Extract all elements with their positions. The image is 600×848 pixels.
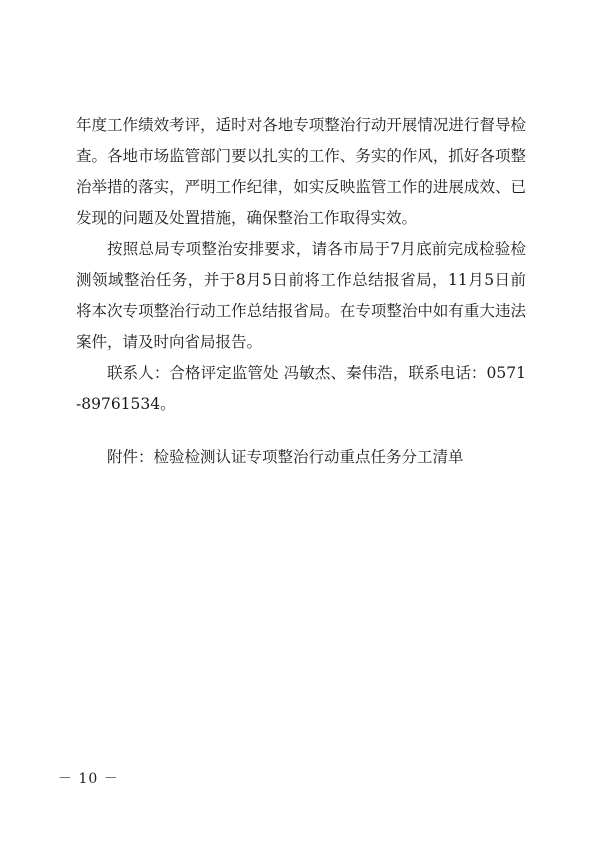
- document-body: [76, 110, 526, 473]
- paragraph-inspection-requirements: 年度工作绩效考评，适时对各地专项整治行动开展情况进行督导检查。各地市场监管部门要以扎实的工作、务实的作风，抓好各项整治举措的落实，严明工作纪律，如实反映监管工作的进展成效、已发现的问题及处置措施，确保整治工作取得实效。: [76, 116, 526, 227]
- page-number: － 10 －: [58, 771, 119, 787]
- paragraph-contact-info: 联系人：合格评定监管处 冯敏杰、秦伟浩，联系电话：0571-89761534。: [76, 364, 526, 413]
- paragraph-deadline-arrangements: 按照总局专项整治安排要求，请各市局于7月底前完成检验检测领域整治任务，并于8月5日前将工作总结报省局，11月5日前将本次专项整治行动工作总结报省局。在专项整治中如有重大违法案件，请及时向省局报告。: [76, 240, 526, 351]
- attachment-note: 附件：检验检测认证专项整治行动重点任务分工清单: [107, 448, 464, 466]
